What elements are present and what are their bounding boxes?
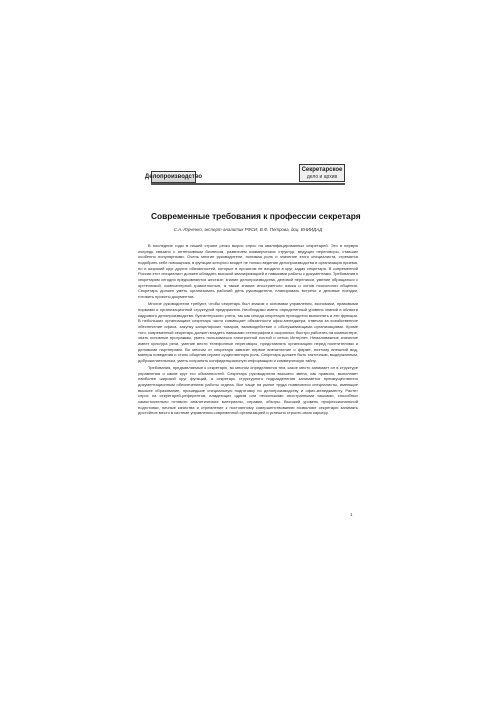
section-badge-left-label: Делопроизводство bbox=[144, 174, 203, 180]
journal-logo bbox=[299, 164, 345, 182]
body-paragraph-2: Многие руководители требуют, чтобы секретарь был знаком с основами управления, экономики, правовыми нормами и организационной структурой предприятия. Необходимо иметь определенный уровень знаний в области кадрового делопроизводства, бухгалтерского учета, так как иногда секретарю приходится выполнять и эти функции. В небольших организациях секретарь часто совмещает обязанности офис-менеджера, отвечая за хозяйственное обеспечение офиса, закупку канцелярских товаров, взаимодействие с обслуживающими организациями. Кроме того, современный секретарь должен владеть навыками стенографии и скорописи, быстро работать на компьютере, знать основные программы, уметь пользоваться электронной почтой и сетью Интернет. Немаловажное значение имеет культура речи, умение вести телефонные переговоры, представлять организацию перед посетителями и деловыми партнерами. Во многом от секретаря зависит первое впечатление о фирме, поэтому внешний вид, манера поведения и стиль общения играют существенную роль. Секретарь должен быть тактичным, выдержанным, доброжелательным, уметь сохранять конфиденциальную информацию и коммерческую тайну. bbox=[138, 301, 358, 363]
journal-logo-line1: Секретарское bbox=[301, 166, 343, 173]
article-authors: С.А. Юрченко, эксперт-аналитик РФСИ, В.Ф. Петрова, доц. ВНИИДАД bbox=[173, 227, 323, 232]
page-number: 1 bbox=[350, 512, 353, 517]
section-badge-left bbox=[144, 171, 203, 183]
body-paragraph-1: В последние годы в нашей стране резко вырос спрос на квалифицированных секретарей. Это в первую очередь связано с интенсивным бизнесом, развитием коммерческих структур, ведущих переговоры, ставших особенно популярными. Очень многие руководители, понимая роль и значение этого специалиста, стремятся подобрать себе помощника, в функции которого входит не только ведение делопроизводства и организация приема, но и широкий круг других обязанностей, которые в прошлом не входили в круг задач секретаря. В современной России этот специалист должен обладать высокой квалификацией и навыками работы с документами. Требования к секретарям сегодня предъявляются жесткие: знание делопроизводства, деловой переписки, умение обращаться с оргтехникой, компьютерной грамотностью, а также знание иностранного языка и основ психологии общения. Секретарь должен уметь организовать рабочий день руководителя, планировать встречи и деловые поездки, готовить проекты документов. bbox=[138, 243, 358, 299]
article-title: Современные требования к профессии секретаря bbox=[151, 211, 361, 221]
header-rule bbox=[151, 183, 345, 185]
article-body bbox=[138, 243, 358, 418]
journal-logo-line2: дело и архив bbox=[306, 173, 338, 180]
body-paragraph-3: Требования, предъявляемые к секретарю, во многом определяются тем, какое место занимает он в структуре управления и каков круг его обязанностей. Секретарь руководителя высшего звена, как правило, выполняет наиболее широкий круг функций, а секретарь структурного подразделения занимается преимущественно документационным обеспечением работы отдела. Все чаще на рынке труда появляются специалисты, имеющие высшее образование, прошедшие специальную подготовку по делопроизводству и офис-менеджменту. Растет спрос на секретарей-референтов, владеющих одним или несколькими иностранными языками, способных самостоятельно готовить аналитические материалы, справки, обзоры. Высокий уровень профессиональной подготовки, личные качества и стремление к постоянному совершенствованию позволяют секретарю занимать достойное место в системе управления современной организацией и успешно строить свою карьеру. bbox=[138, 365, 358, 416]
